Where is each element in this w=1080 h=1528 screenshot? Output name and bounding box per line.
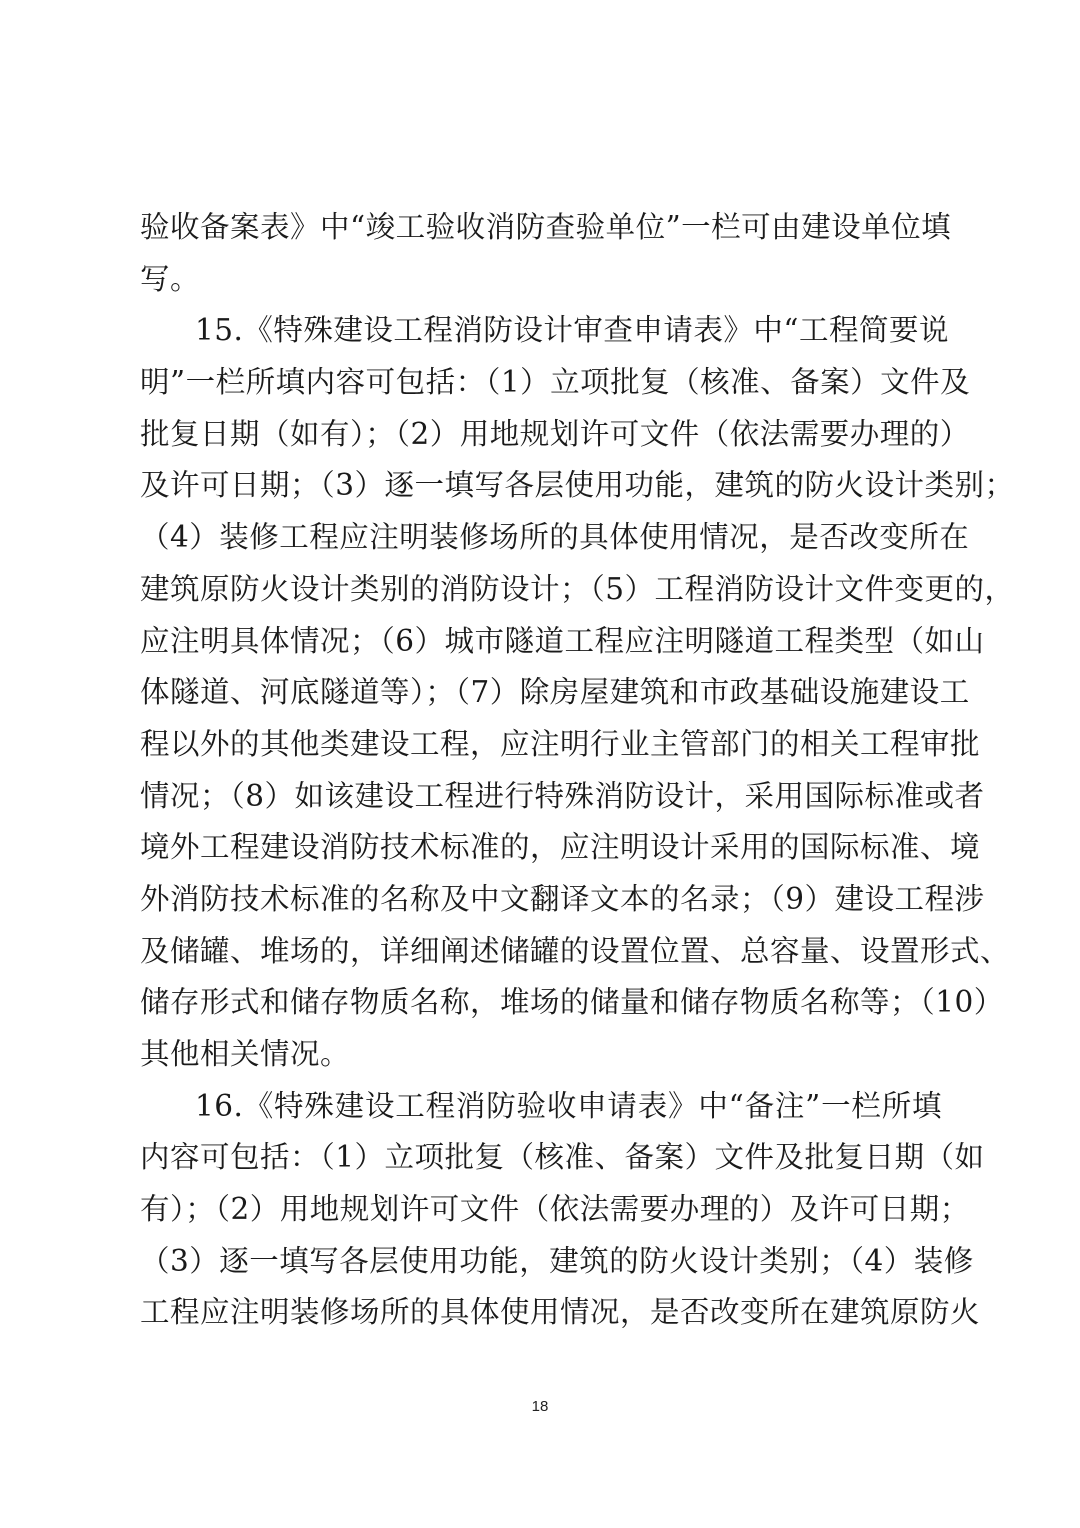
text-line: 验收备案表》中“竣工验收消防查验单位”一栏可由建设单位填 xyxy=(140,210,952,244)
text-line: 建筑原防火设计类别的消防设计；（5）工程消防设计文件变更的， xyxy=(140,571,1015,606)
text-line: 外消防技术标准的名称及中文翻译文本的名录；（9）建设工程涉 xyxy=(140,881,985,916)
text-line: 境外工程建设消防技术标准的，应注明设计采用的国际标准、境 xyxy=(140,830,981,865)
text-line: 体隧道、河底隧道等）；（7）除房屋建筑和市政基础设施建设工 xyxy=(140,675,970,710)
text-line: 程以外的其他类建设工程，应注明行业主管部门的相关工程审批 xyxy=(140,726,981,761)
text-line: 内容可包括：（1）立项批复（核准、备案）文件及批复日期（如 xyxy=(140,1140,985,1175)
text-line: 明”一栏所填内容可包括：（1）立项批复（核准、备案）文件及 xyxy=(140,365,971,400)
text-line: （3）逐一填写各层使用功能，建筑的防火设计类别；（4）装修 xyxy=(140,1243,974,1278)
text-line: 工程应注明装修场所的具体使用情况，是否改变所在建筑原防火 xyxy=(140,1295,981,1330)
paragraph-15-start: 15.《特殊建设工程消防设计审查申请表》中“工程简要说 xyxy=(195,313,949,348)
body-text xyxy=(140,202,1015,1339)
text-line: 批复日期（如有）；（2）用地规划许可文件（依法需要办理的） xyxy=(140,416,970,451)
text-line: 应注明具体情况；（6）城市隧道工程应注明隧道工程类型（如山 xyxy=(140,623,985,658)
page-number: 18 xyxy=(531,1398,549,1415)
text-line: 其他相关情况。 xyxy=(140,1037,351,1071)
text-line: 及许可日期；（3）逐一填写各层使用功能，建筑的防火设计类别； xyxy=(140,468,1015,503)
text-line: 写。 xyxy=(140,261,201,296)
text-line: （4）装修工程应注明装修场所的具体使用情况，是否改变所在 xyxy=(140,520,970,555)
text-line: 有）；（2）用地规划许可文件（依法需要办理的）及许可日期； xyxy=(140,1192,970,1227)
paragraph-16-start: 16.《特殊建设工程消防验收申请表》中“备注”一栏所填 xyxy=(195,1088,942,1123)
text-line: 情况；（8）如该建设工程进行特殊消防设计，采用国际标准或者 xyxy=(140,778,985,813)
text-line: 储存形式和储存物质名称，堆场的储量和储存物质名称等；（10） xyxy=(140,985,1004,1020)
text-line: 及储罐、堆场的，详细阐述储罐的设置位置、总容量、设置形式、 xyxy=(140,933,1011,968)
